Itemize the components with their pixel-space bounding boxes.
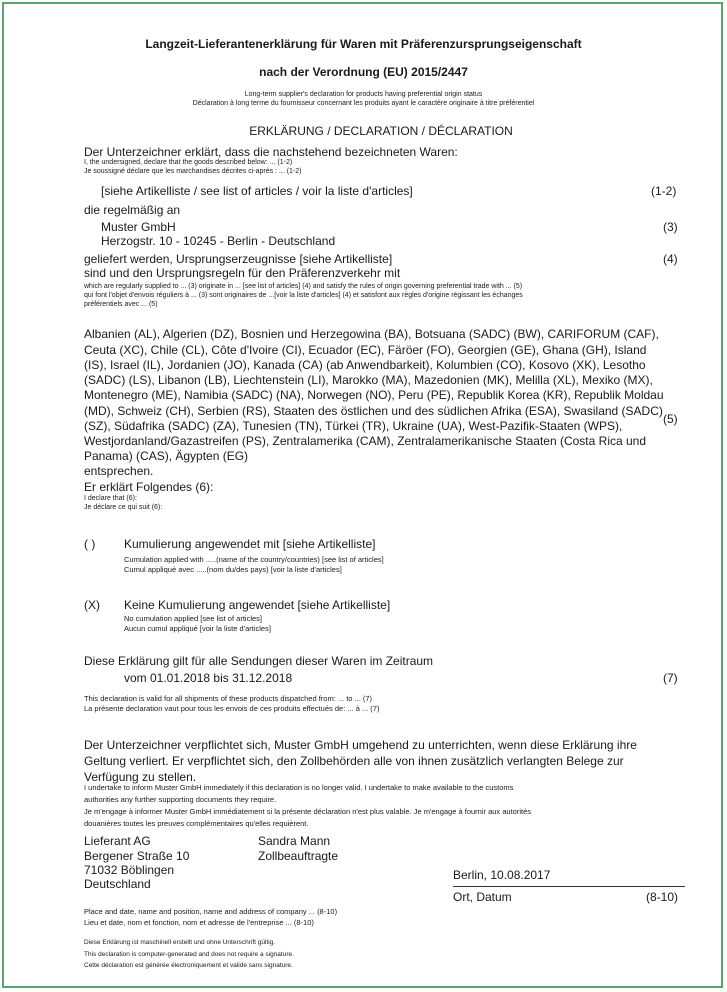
undertaking-en-1: I undertake to inform Muster GmbH immediately if this declaration is no longer valid. I undertake to make available to the customs [84, 783, 514, 792]
supplier-city: 71032 Böblingen [84, 863, 175, 877]
intro-de: Der Unterzeichner erklärt, dass die nachstehend bezeichneten Waren: [84, 145, 458, 159]
no-cumulation-fr: Aucun cumul appliqué [voir la liste d'articles] [124, 624, 271, 633]
place-date-label: Ort, Datum [453, 890, 512, 904]
validity-period: vom 01.01.2018 bis 31.12.2018 [124, 671, 293, 685]
intro-fr: Je soussigné déclare que les marchandises décrites ci-après : ... (1-2) [84, 168, 302, 175]
country-line: Panama) (CAS), Ägypten (EG) [84, 449, 249, 463]
document-subtitle: nach der Verordnung (EU) 2015/2447 [259, 65, 468, 79]
country-line: (SADC) (LS), Libanon (LB), Liechtenstein (LI), Marokko (MA), Mazedonien (MK), Melilla (XL), Mexiko (MX), [84, 373, 653, 387]
cumulation-checkbox[interactable]: ( ) [84, 537, 96, 551]
countries-closing: entsprechen. [84, 464, 154, 478]
country-line: Westjordanland/Gazastreifen (PS), Zentralamerika (CAM), Zentralamerikanische Staaten (Costa Rica und [84, 434, 647, 448]
country-line: Ceuta (XC), Chile (CL), Côte d'Ivoire (CI), Ecuador (EC), Färöer (FO), Georgien (GE), Ghana (GH), Island [84, 343, 647, 357]
signatory-name: Sandra Mann [258, 834, 331, 848]
field-ref-4: (4) [663, 252, 678, 266]
cumulation-applied-fr: Cumul appliqué avec .....(nom du/des pays) [voir la liste d'articles] [124, 565, 342, 574]
articles-reference: [siehe Artikelliste / see list of articles / voir la liste d'articles] [101, 184, 413, 198]
delivered-en: which are regularly supplied to ... (3) originate in ... [see list of articles] (4) and satisfy the rules of origin governing preferential trade with ... (5) [84, 283, 523, 290]
place-date-value: Berlin, 10.08.2017 [453, 868, 551, 882]
cumulation-applied-label: Kumulierung angewendet mit [siehe Artikelliste] [124, 537, 376, 551]
country-line: Montenegro (ME), Namibia (SADC) (NA), Norwegen (NO), Peru (PE), Republik Korea (KR), Republik Moldau [84, 388, 664, 402]
footer-en: This declaration is computer-generated and does not require a signature. [84, 951, 294, 958]
delivered-line-2: sind und den Ursprungsregeln für den Präferenzverkehr mit [84, 266, 401, 280]
delivered-fr-2: préférentiels avec ... (5) [84, 301, 158, 308]
declares-following-en: I declare that (6): [84, 495, 137, 502]
validity-en: This declaration is valid for all shipments of these products dispatched from: ... to ... (7) [84, 694, 373, 703]
place-date-en: Place and date, name and position, name and address of company ... (8-10) [84, 907, 338, 916]
title-translation-en: Long-term supplier's declaration for products having preferential origin status [244, 91, 483, 98]
field-ref-5: (5) [663, 412, 678, 426]
field-ref-1-2: (1-2) [651, 184, 677, 198]
country-line: Albanien (AL), Algerien (DZ), Bosnien und Herzegowina (BA), Botsuana (SADC) (BW), CARIFORUM (CAF), [84, 327, 659, 341]
country-line: (SZ), Südafrika (SADC) (ZA), Tunesien (TN), Türkei (TR), Ukraine (UA), West-Pazifik-Staaten (WPS), [84, 419, 623, 433]
no-cumulation-checkbox[interactable]: (X) [84, 598, 100, 612]
document-title: Langzeit-Lieferantenerklärung für Waren mit Präferenzursprungseigenschaft [145, 37, 582, 51]
delivered-fr-1: qui font l'objet d'envois réguliers à ... (3) sont originaires de ...[voir la liste d'articles] (4) et satisfont aux règles d'origine régissant les échanges [84, 292, 523, 299]
regularly-supplied-label: die regelmäßig an [84, 203, 181, 217]
no-cumulation-en: No cumulation applied [see list of articles] [124, 614, 262, 623]
undertaking-de: Der Unterzeichner verpflichtet sich, Muster GmbH umgehend zu unterrichten, wenn diese Erklärung ihre Geltung verliert. Er verpflichtet sich, den Zollbehörden alle von ihnen zusätzlich verlangten Belege zur Verfügung zu stellen. [84, 738, 637, 784]
delivered-line-1: geliefert werden, Ursprungserzeugnisse [siehe Artikelliste] [84, 252, 393, 266]
supplier-name: Lieferant AG [84, 834, 151, 848]
validity-de: Diese Erklärung gilt für alle Sendungen dieser Waren im Zeitraum [84, 654, 434, 668]
undertaking-fr-2: douanières toutes les preuves complémentaires qu'elles requièrent. [84, 819, 309, 828]
declares-following-fr: Je déclare ce qui suit (6): [84, 504, 163, 511]
undertaking-en-2: authorities any further supporting documents they require. [84, 795, 277, 804]
country-line: (MD), Schweiz (CH), Serbien (RS), Staaten des östlichen und des südlichen Afrika (ESA), Swasiland (SADC) [84, 404, 663, 418]
title-translation-fr: Déclaration à long terme du fournisseur concernant les produits ayant le caractère originaire à titre préférentiel [192, 100, 535, 107]
recipient-address: Herzogstr. 10 - 10245 - Berlin - Deutschland [101, 234, 336, 248]
footer-fr: Cette déclaration est générée électroniquement et valide sans signature. [84, 962, 293, 969]
intro-en: I, the undersigned, declare that the goods described below: ... (1-2) [84, 159, 293, 166]
undertaking-fr-1: Je m'engage à informer Muster GmbH immédiatement si la présente déclaration n'est plus valable. Je m'engage à fournir aux autorités [84, 807, 532, 816]
supplier-street: Bergener Straße 10 [84, 849, 190, 863]
place-date-fr: Lieu et date, nom et fonction, nom et adresse de l'entreprise ... (8-10) [84, 918, 314, 927]
cumulation-applied-en: Cumulation applied with .....(name of the country/countries) [see list of articles] [124, 555, 384, 564]
field-ref-3: (3) [663, 220, 678, 234]
country-line: (IS), Israel (IL), Jordanien (JO), Kanada (CA) (ab Anwendbarkeit), Kolumbien (CO), Kosovo (XK), Lesotho [84, 358, 646, 372]
signatory-role: Zollbeauftragte [258, 849, 339, 863]
recipient-name: Muster GmbH [101, 220, 176, 234]
field-ref-8-10: (8-10) [646, 890, 679, 904]
supplier-country: Deutschland [84, 877, 151, 891]
signature-line [453, 886, 685, 887]
declares-following-de: Er erklärt Folgendes (6): [84, 480, 214, 494]
no-cumulation-label: Keine Kumulierung angewendet [siehe Artikelliste] [124, 598, 391, 612]
declaration-heading: ERKLÄRUNG / DECLARATION / DÉCLARATION [249, 124, 513, 138]
field-ref-7: (7) [663, 671, 678, 685]
validity-fr: La présente declaration vaut pour tous les envois de ces produits effectués de: ... à ... (7) [84, 704, 380, 713]
footer-de: Diese Erklärung ist maschinell erstellt und ohne Unterschrift gültig. [84, 939, 276, 946]
